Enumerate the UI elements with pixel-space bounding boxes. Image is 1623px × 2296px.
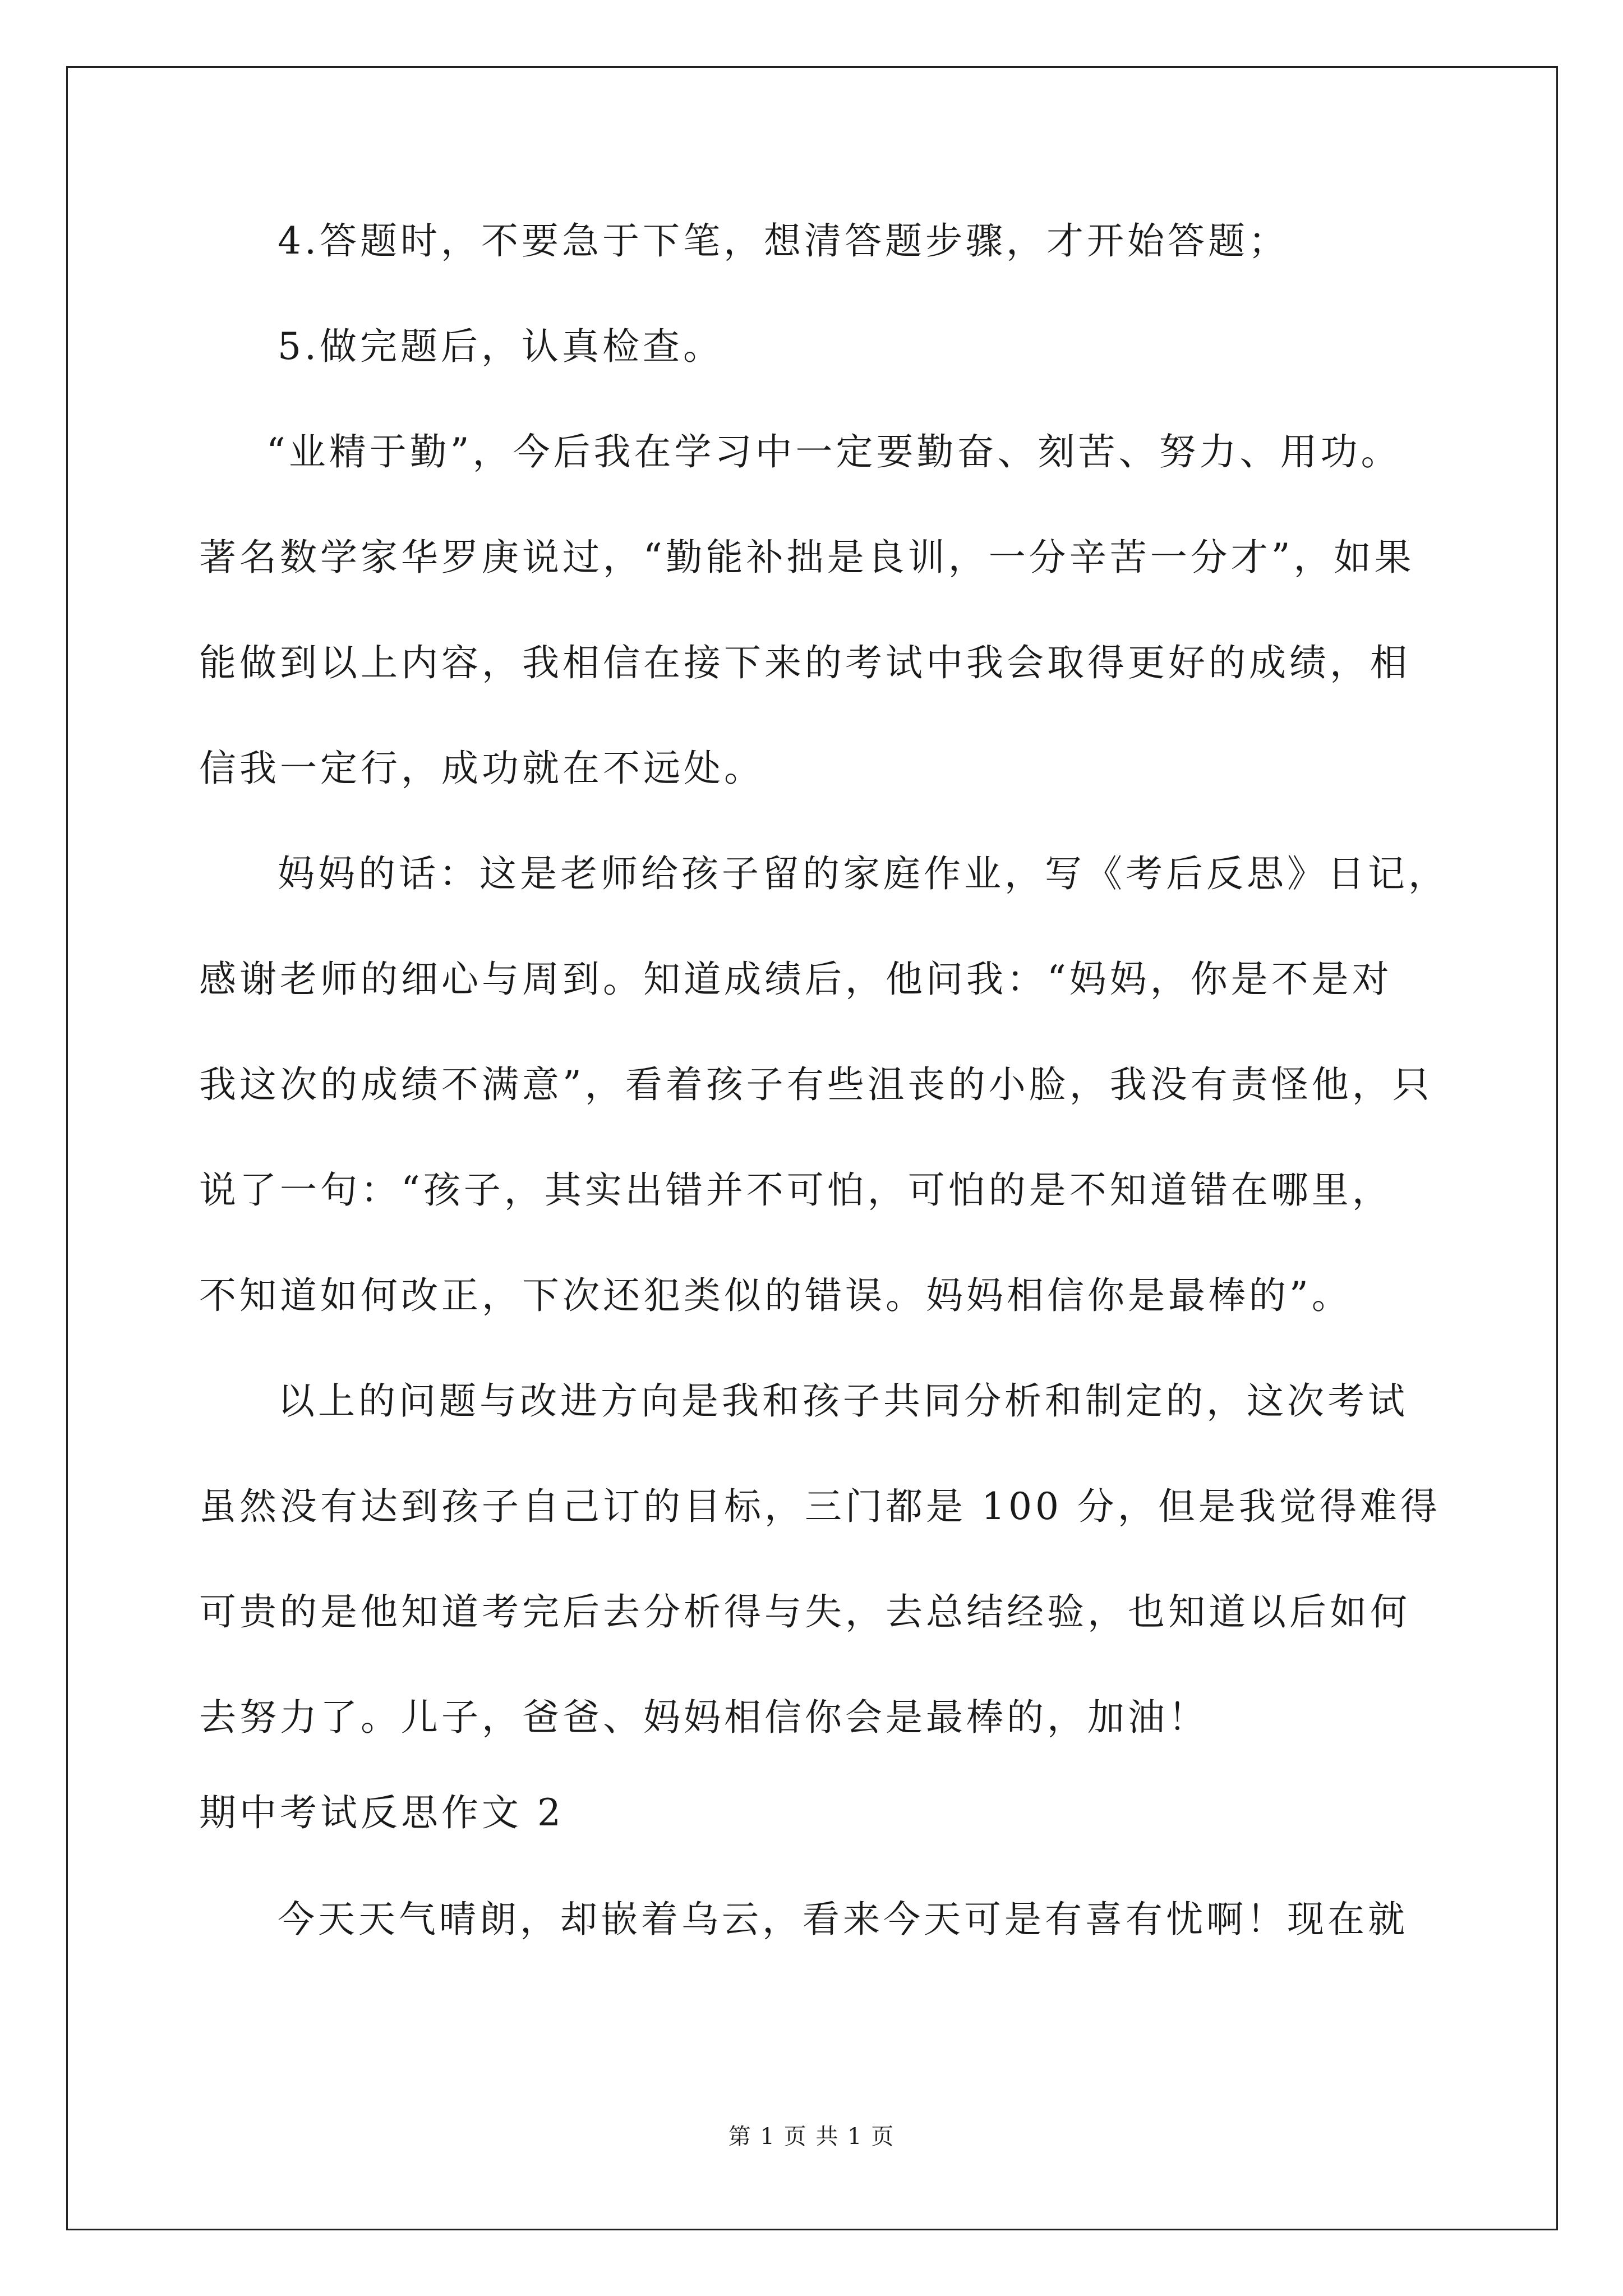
paragraph-line: “业精于勤”，今后我在学习中一定要勤奋、刻苦、努力、用功。: [266, 430, 1401, 473]
paragraph-line: 以上的问题与改进方向是我和孩子共同分析和制定的，这次考试: [278, 1379, 1408, 1423]
paragraph-line: 说了一句：“孩子，其实出错并不可怕，可怕的是不知道错在哪里，: [199, 1168, 1393, 1212]
page-number: 第 1 页 共 1 页: [728, 2124, 895, 2150]
paragraph-line: 5.做完题后，认真检查。: [278, 325, 723, 368]
paragraph-line: 可贵的是他知道考完后去分析得与失，去总结经验，也知道以后如何: [199, 1590, 1410, 1634]
section-heading: 期中考试反思作文 2: [199, 1791, 564, 1834]
paragraph-line: 能做到以上内容，我相信在接下来的考试中我会取得更好的成绩，相: [199, 641, 1410, 684]
paragraph-line: 今天天气晴朗，却嵌着乌云，看来今天可是有喜有忧啊！现在就: [278, 1898, 1408, 1941]
paragraph-line: 不知道如何改正，下次还犯类似的错误。妈妈相信你是最棒的”。: [199, 1274, 1352, 1317]
paragraph-line: 我这次的成绩不满意”，看着孩子有些沮丧的小脸，我没有责怪他，只: [199, 1063, 1433, 1106]
paragraph-line: 感谢老师的细心与周到。知道成绩后，他问我：“妈妈，你是不是对: [199, 958, 1393, 1001]
paragraph-line: 4.答题时，不要急于下笔，想清答题步骤，才开始答题；: [278, 219, 1289, 263]
paragraph-line: 著名数学家华罗庚说过，“勤能补拙是良训，一分辛苦一分才”，如果: [199, 536, 1415, 579]
paragraph-line: 去努力了。儿子，爸爸、妈妈相信你会是最棒的，加油！: [199, 1696, 1209, 1739]
paragraph-line: 信我一定行，成功就在不远处。: [199, 747, 764, 790]
paragraph-line: 虽然没有达到孩子自己订的目标，三门都是 100 分，但是我觉得难得: [199, 1485, 1441, 1528]
paragraph-line: 妈妈的话：这是老师给孩子留的家庭作业，写《考后反思》日记，: [278, 852, 1449, 895]
